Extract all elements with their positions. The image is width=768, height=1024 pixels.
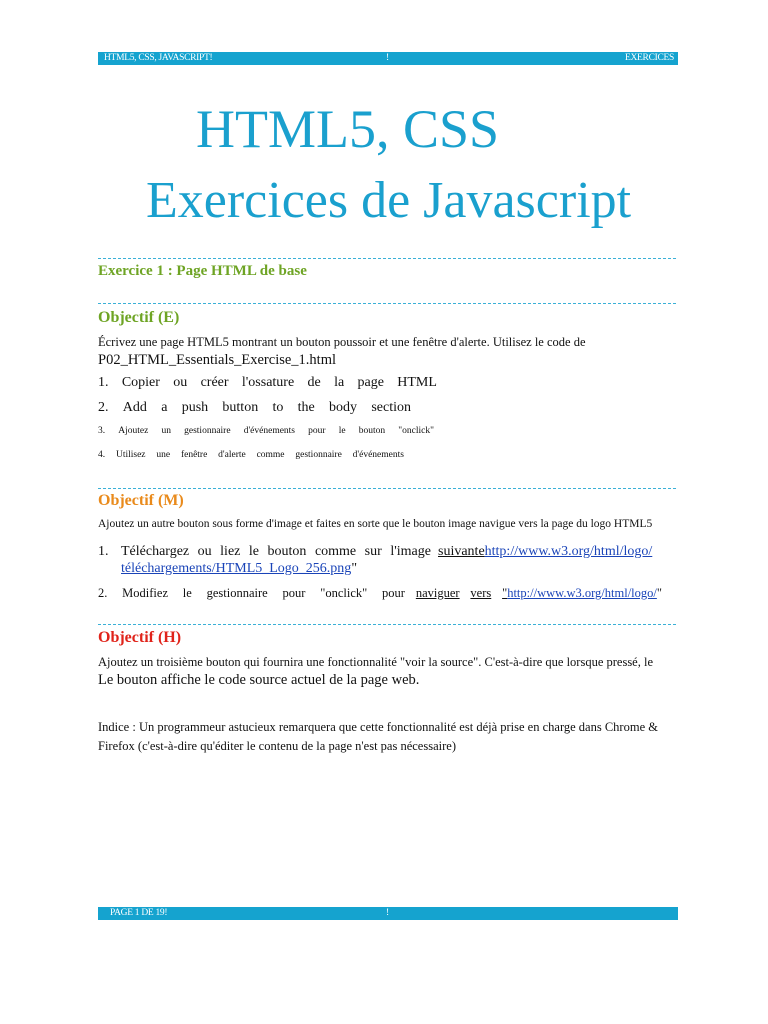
word: "onclick"	[398, 426, 434, 436]
word: the	[297, 400, 315, 415]
step-2-link-wrap	[502, 586, 662, 601]
exercise-heading: Exercice 1 : Page HTML de base	[98, 263, 307, 279]
word: pour	[382, 586, 405, 600]
word: l'image	[390, 544, 431, 559]
step-1-text	[121, 544, 431, 560]
header-right: EXERCICES	[624, 53, 674, 63]
divider	[98, 488, 676, 489]
step-1-suivante: suivante	[438, 544, 485, 559]
closing-quote: "	[656, 586, 662, 600]
objective-m-step-1	[98, 544, 704, 560]
word: "onclick"	[320, 586, 368, 600]
word: body	[329, 400, 358, 415]
hint-line-2: Firefox (c'est-à-dire qu'éditer le contenu de la page n'est pas nécessaire)	[98, 739, 456, 753]
header-middle: !	[386, 53, 389, 63]
word: Add	[122, 400, 147, 415]
word: 2.	[98, 400, 109, 415]
word: d'alerte	[218, 450, 246, 460]
word: comme	[314, 544, 357, 559]
word: Utilisez	[115, 450, 146, 460]
word: ou	[173, 375, 188, 390]
objective-e-step-1	[98, 375, 437, 391]
objective-e-step-3	[98, 426, 434, 436]
objective-h-line-1: Ajoutez un troisième bouton qui fournira une fonctionnalité "voir la source". C'est-à-dire que lorsque pressé, le	[98, 655, 654, 669]
word: une	[156, 450, 171, 460]
objective-e-heading: Objectif (E)	[98, 309, 180, 326]
objective-m-step-1-cont	[121, 561, 357, 577]
word: pour	[308, 426, 326, 436]
word: liez	[220, 544, 241, 559]
logo-download-link[interactable]: téléchargements/HTML5_Logo_256.png	[121, 561, 352, 576]
word: de	[307, 375, 321, 390]
objective-e-file: P02_HTML_Essentials_Exercise_1.html	[98, 352, 337, 368]
objective-h-line-2: Le bouton affiche le code source actuel de la page web.	[98, 672, 420, 688]
objective-e-intro: Écrivez une page HTML5 montrant un bouton poussoir et une fenêtre d'alerte. Utilisez le code de	[98, 335, 586, 349]
word: gestionnaire	[295, 450, 342, 460]
word: a	[161, 400, 168, 415]
word: Copier	[121, 375, 160, 390]
header-band	[98, 52, 678, 65]
objective-e-step-4	[98, 450, 404, 460]
word: bouton	[267, 544, 307, 559]
word: bouton	[358, 426, 386, 436]
word: Modifiez	[122, 586, 168, 600]
word: un	[161, 426, 171, 436]
w3-logo-link-2[interactable]: http://www.w3.org/html/logo/	[507, 586, 657, 600]
word: Ajoutez	[118, 426, 149, 436]
objective-h-heading: Objectif (H)	[98, 629, 182, 646]
word: pour	[282, 586, 306, 600]
word: 4.	[98, 450, 106, 460]
title-line-1: HTML5, CSS	[196, 99, 500, 159]
header-left: HTML5, CSS, JAVASCRIPT!	[104, 53, 213, 63]
word: HTML	[397, 375, 437, 390]
objective-e-step-2	[98, 400, 411, 416]
title-line-2: Exercices de Javascript	[146, 172, 632, 229]
word: 2.	[98, 586, 108, 600]
hint-line-1: Indice : Un programmeur astucieux remarquera que cette fonctionnalité est déjà prise en charge dans Chrome &	[98, 720, 658, 734]
word: le	[248, 544, 260, 559]
page-number: PAGE 1 DE 19!	[110, 908, 168, 918]
word: page	[357, 375, 384, 390]
step-2-vers: vers	[470, 586, 492, 600]
word: to	[272, 400, 284, 415]
closing-quote: "	[351, 561, 358, 576]
word: gestionnaire	[206, 586, 268, 600]
w3-logo-link[interactable]: http://www.w3.org/html/logo/	[484, 544, 653, 559]
word: ou	[197, 544, 212, 559]
word: 1.	[98, 375, 109, 390]
open-quote: "	[502, 586, 508, 600]
step-2-text	[98, 586, 405, 601]
word: d'événements	[352, 450, 404, 460]
word: le	[338, 426, 346, 436]
divider	[98, 624, 676, 625]
step-number: 1.	[98, 544, 109, 559]
word: créer	[200, 375, 229, 390]
divider	[98, 258, 676, 259]
word: gestionnaire	[184, 426, 231, 436]
word: sur	[364, 544, 382, 559]
objective-m-heading: Objectif (M)	[98, 492, 184, 509]
footer-band	[98, 907, 678, 920]
step-2-naviguer: naviguer	[415, 586, 460, 600]
word: Téléchargez	[121, 544, 190, 559]
word: d'événements	[243, 426, 296, 436]
footer-middle: !	[386, 908, 389, 918]
word: button	[222, 400, 259, 415]
word: fenêtre	[180, 450, 208, 460]
word: l'ossature	[241, 375, 295, 390]
word: le	[182, 586, 192, 600]
word: section	[371, 400, 411, 415]
divider	[98, 303, 676, 304]
word: la	[334, 375, 345, 390]
word: 3.	[98, 426, 106, 436]
objective-m-intro: Ajoutez un autre bouton sous forme d'image et faites en sorte que le bouton image navigue vers la page du logo HTML5	[98, 518, 653, 530]
objective-m-step-2	[98, 586, 662, 601]
word: push	[181, 400, 209, 415]
word: comme	[256, 450, 285, 460]
